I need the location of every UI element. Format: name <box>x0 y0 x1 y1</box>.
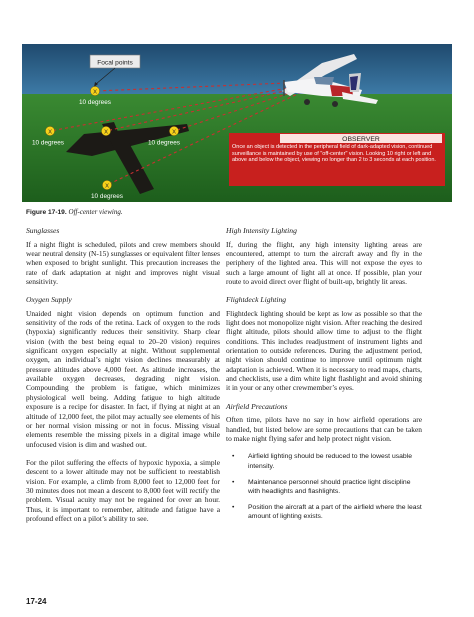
degree-label-left: 10 degrees <box>32 139 64 147</box>
bullet-mark: • <box>232 453 235 461</box>
airfield-precautions-heading: Airfield Precautions <box>226 401 288 411</box>
oxygen-supply-paragraph: Unaided night vision depends on optimum function and sensitivity of the rods of the retina. Lack of oxygen to the rods (hypoxia) significantly reduces their sensitivity. Sharp clear vision (with the best being equal to 20–20 vision) requires significant oxygen especially at night. Without supplemental oxygen, an individual’s night vision declines measurably at pressure altitudes above 4,000 feet. As altitude increases, the available oxygen decreases, degrading night vision. Compounding the problem is fatigue, which minimizes physiological well being. Adding fatigue to high altitude exposure is a recipe for disaster. In fact, if flying at night at an altitude of 12,000 feet, the pilot may actually see elements of his or her normal vision missing or not in focus. Missing visual elements resemble the missing pixels in a digital image while unfocused vision is dim and washed out. <box>26 308 220 449</box>
degree-label-right: 10 degrees <box>148 139 180 147</box>
focal-marker-left-x: X <box>48 129 52 136</box>
list-item-text: Position the aircraft at a part of the airfield where the least amount of lighting exists. <box>248 504 422 521</box>
list-item <box>226 478 422 496</box>
high-intensity-lighting-paragraph: If, during the flight, any high intensity lighting areas are encountered, attempt to turn the aircraft away and fly in the periphery of the lighted area. This will not expose the eyes to such a large amount of light all at once. If possible, plan your route to avoid direct over flight of built-up, brightly lit areas. <box>226 239 422 286</box>
focal-marker-top-x: X <box>93 89 97 96</box>
figure-caption-number: Figure 17-19. <box>26 209 67 216</box>
list-item <box>226 452 422 470</box>
page-number: 17-24 <box>26 597 47 606</box>
sky <box>22 44 452 94</box>
flightdeck-lighting-heading: Flightdeck Lighting <box>226 295 287 305</box>
figure-illustration <box>22 44 452 202</box>
sunglasses-paragraph: If a night flight is scheduled, pilots and crew members should wear neutral density (N-15) sunglasses or equivalent filter lenses when exposed to bright sunlight. This precaution increases the rate of dark adaptation at night and improves night visual sensitivity. <box>26 239 220 286</box>
left-column <box>26 226 220 532</box>
observer-text-container <box>232 144 444 186</box>
airfield-precautions-list <box>226 452 422 521</box>
focal-marker-right-x: X <box>172 129 176 136</box>
hypoxia-paragraph: For the pilot suffering the effects of hypoxic hypoxia, a simple descent to a lower altitude may not be sufficient to reestablish vision. For example, a climb from 8,000 feet to 12,000 feet for 30 minutes does not mean a descent to 8,000 feet will rectify the problem. Visual acuity may not be regained for over an hour. Thus, it is important to remember, altitude and fatigue have a profound effect on a pilot’s ability to see. <box>26 457 220 523</box>
focal-points-label: Focal points <box>97 59 133 67</box>
bullet-mark: • <box>232 504 235 512</box>
observer-callout <box>229 133 445 186</box>
focal-marker-center-x: X <box>104 129 108 136</box>
focal-marker-bottom-x: X <box>105 183 109 190</box>
sunglasses-heading: Sunglasses <box>26 226 60 235</box>
degree-label-bottom: 10 degrees <box>91 193 123 200</box>
airfield-precautions-paragraph: Often time, pilots have no say in how airfield operations are handled, but listed below are some precautions that can be taken to make night flying safer and help protect night vision. <box>226 415 422 443</box>
list-item-text: Airfield lighting should be reduced to the lowest usable intensity. <box>248 453 412 470</box>
list-item <box>226 503 422 521</box>
bullet-mark: • <box>232 478 235 486</box>
high-intensity-lighting-heading: High Intensity Lighting <box>226 226 297 235</box>
flightdeck-lighting-paragraph: Flightdeck lighting should be kept as low as possible so that the light does not monopolize night vision. After reaching the desired flight altitude, pilots should allow time to adjust to the flight conditions. This includes readjustment of instrument lights and orientation to outside references. During the adjustment period, night vision should continue to improve until optimum night adaptation is achieved. When it is necessary to read maps, charts, and checklists, use a dim white light flashlight and avoid shining it in your or any other crewmember’s eyes. <box>226 308 422 393</box>
right-column <box>226 226 422 529</box>
degree-label-top: 10 degrees <box>79 99 111 106</box>
observer-text: Once an object is detected in the peripheral field of dark-adapted vision, continued surveillance is maintained by use of "off-center" vision. Looking 10 right or left and above and below the object, viewing no longer than 2 to 3 seconds at each position. <box>232 144 436 164</box>
observer-title: OBSERVER <box>342 136 380 143</box>
oxygen-supply-heading: Oxygen Supply <box>26 295 72 305</box>
figure-caption-title: Off-center viewing. <box>68 208 123 216</box>
off-center-viewing-figure <box>22 44 452 202</box>
figure-caption <box>26 208 123 216</box>
list-item-text: Maintenance personnel should practice light discipline with headlights and flashlights. <box>248 478 411 495</box>
